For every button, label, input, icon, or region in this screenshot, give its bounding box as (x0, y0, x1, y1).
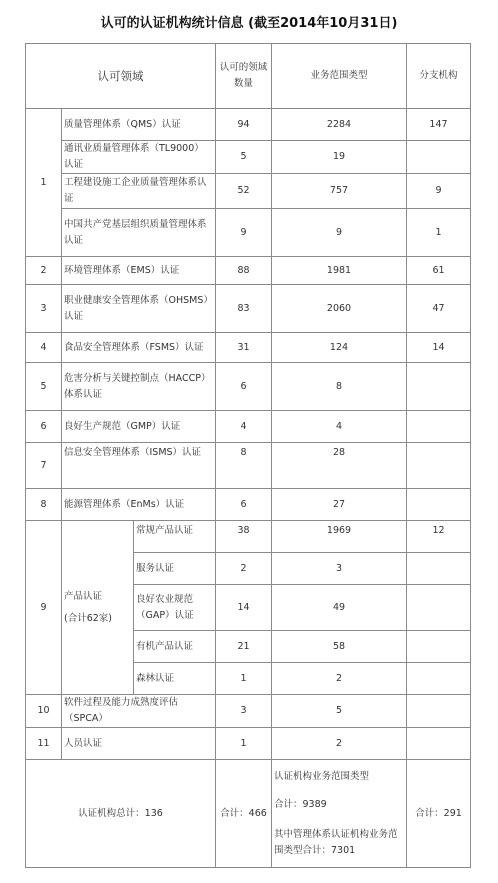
row-field: 食品安全管理体系（FSMS）认证 (62, 333, 216, 363)
row-field: 工程建设施工企业质量管理体系认证 (62, 174, 216, 209)
sub-field: 森林认证 (134, 663, 216, 695)
table-row (26, 109, 471, 141)
page-title: 认可的认证机构统计信息 (截至2014年10月31日) (100, 16, 398, 31)
table-row (26, 521, 471, 553)
row-branch (407, 585, 471, 631)
row-count: 1 (216, 663, 272, 695)
row-scope: 1981 (272, 257, 407, 285)
scope-total-label: 认证机构业务范围类型 (274, 770, 370, 782)
row-count: 2 (216, 553, 272, 585)
scope-total (272, 760, 407, 868)
row-scope: 5 (272, 695, 407, 728)
row-scope: 2 (272, 728, 407, 760)
row-branch (407, 695, 471, 728)
table-row (26, 411, 471, 443)
scope-total-value: 合计：9389 (274, 798, 327, 810)
row-branch: 1 (407, 209, 471, 257)
row-scope: 8 (272, 363, 407, 411)
header-count: 认可的领域数量 (216, 44, 272, 109)
totals-row (26, 760, 471, 868)
table-row (26, 285, 471, 333)
row-field: 职业健康安全管理体系（OHSMS）认证 (62, 285, 216, 333)
row-branch: 47 (407, 285, 471, 333)
table-row (26, 141, 471, 174)
table-row (26, 695, 471, 728)
sub-field: 服务认证 (134, 553, 216, 585)
row-count: 4 (216, 411, 272, 443)
row-scope: 3 (272, 553, 407, 585)
certification-statistics-table (25, 43, 471, 868)
row-branch (407, 663, 471, 695)
row-index: 10 (26, 695, 62, 728)
row-index: 4 (26, 333, 62, 363)
row-count: 38 (216, 521, 272, 553)
row-branch (407, 489, 471, 521)
row-field: 环境管理体系（EMS）认证 (62, 257, 216, 285)
group-note: (合计62家) (64, 612, 113, 624)
row-branch: 61 (407, 257, 471, 285)
row-scope: 124 (272, 333, 407, 363)
row-field: 软件过程及能力成熟度评估（SPCA） (62, 695, 216, 728)
row-count: 1 (216, 728, 272, 760)
row-branch (407, 553, 471, 585)
row-field: 能源管理体系（EnMs）认证 (62, 489, 216, 521)
row-scope: 49 (272, 585, 407, 631)
row-index: 11 (26, 728, 62, 760)
row-branch (407, 631, 471, 663)
sub-field: 良好农业规范（GAP）认证 (134, 585, 216, 631)
row-scope: 58 (272, 631, 407, 663)
count-total: 合计：466 (216, 760, 272, 868)
sub-field: 常规产品认证 (134, 521, 216, 553)
row-field: 通讯业质量管理体系（TL9000）认证 (62, 141, 216, 174)
row-field: 人员认证 (62, 728, 216, 760)
row-branch: 9 (407, 174, 471, 209)
row-scope: 2060 (272, 285, 407, 333)
row-branch (407, 728, 471, 760)
row-count: 8 (216, 443, 272, 489)
header-scope: 业务范围类型 (272, 44, 407, 109)
row-scope: 9 (272, 209, 407, 257)
row-scope: 27 (272, 489, 407, 521)
row-field: 信息安全管理体系（ISMS）认证 (62, 443, 216, 489)
row-scope: 2284 (272, 109, 407, 141)
row-count: 5 (216, 141, 272, 174)
row-branch (407, 363, 471, 411)
table-row (26, 209, 471, 257)
row-branch: 14 (407, 333, 471, 363)
row-index: 8 (26, 489, 62, 521)
row-index: 6 (26, 411, 62, 443)
row-index: 3 (26, 285, 62, 333)
row-index: 9 (26, 521, 62, 695)
row-scope: 4 (272, 411, 407, 443)
row-scope: 1969 (272, 521, 407, 553)
row-scope: 2 (272, 663, 407, 695)
row-branch: 147 (407, 109, 471, 141)
row-count: 88 (216, 257, 272, 285)
row-index: 7 (26, 443, 62, 489)
table-row (26, 489, 471, 521)
row-scope: 19 (272, 141, 407, 174)
table-row (26, 257, 471, 285)
branch-total: 合计：291 (407, 760, 471, 868)
row-index: 2 (26, 257, 62, 285)
table-row (26, 443, 471, 489)
row-index: 5 (26, 363, 62, 411)
row-count: 6 (216, 489, 272, 521)
row-branch (407, 443, 471, 489)
row-count: 31 (216, 333, 272, 363)
table-row (26, 174, 471, 209)
row-count: 21 (216, 631, 272, 663)
row-count: 3 (216, 695, 272, 728)
row-branch: 12 (407, 521, 471, 553)
sub-field: 有机产品认证 (134, 631, 216, 663)
row-count: 83 (216, 285, 272, 333)
header-field: 认可领域 (26, 44, 216, 109)
group-name: 产品认证 (64, 590, 103, 602)
row-field: 危害分析与关键控制点（HACCP）体系认证 (62, 363, 216, 411)
row-branch (407, 141, 471, 174)
row-scope: 757 (272, 174, 407, 209)
row-index: 1 (26, 109, 62, 257)
row-count: 9 (216, 209, 272, 257)
row-count: 6 (216, 363, 272, 411)
table-row (26, 728, 471, 760)
product-cert-group (62, 521, 134, 695)
row-count: 52 (216, 174, 272, 209)
row-field: 良好生产规范（GMP）认证 (62, 411, 216, 443)
table-row (26, 363, 471, 411)
table-row (26, 333, 471, 363)
header-branch: 分支机构 (407, 44, 471, 109)
institutions-total: 认证机构总计：136 (26, 760, 216, 868)
row-field: 中国共产党基层组织质量管理体系认证 (62, 209, 216, 257)
table-header-row (26, 44, 471, 109)
row-branch (407, 411, 471, 443)
row-scope: 28 (272, 443, 407, 489)
row-count: 94 (216, 109, 272, 141)
row-field: 质量管理体系（QMS）认证 (62, 109, 216, 141)
row-count: 14 (216, 585, 272, 631)
scope-total-management: 其中管理体系认证机构业务范围类型合计：7301 (274, 828, 398, 856)
